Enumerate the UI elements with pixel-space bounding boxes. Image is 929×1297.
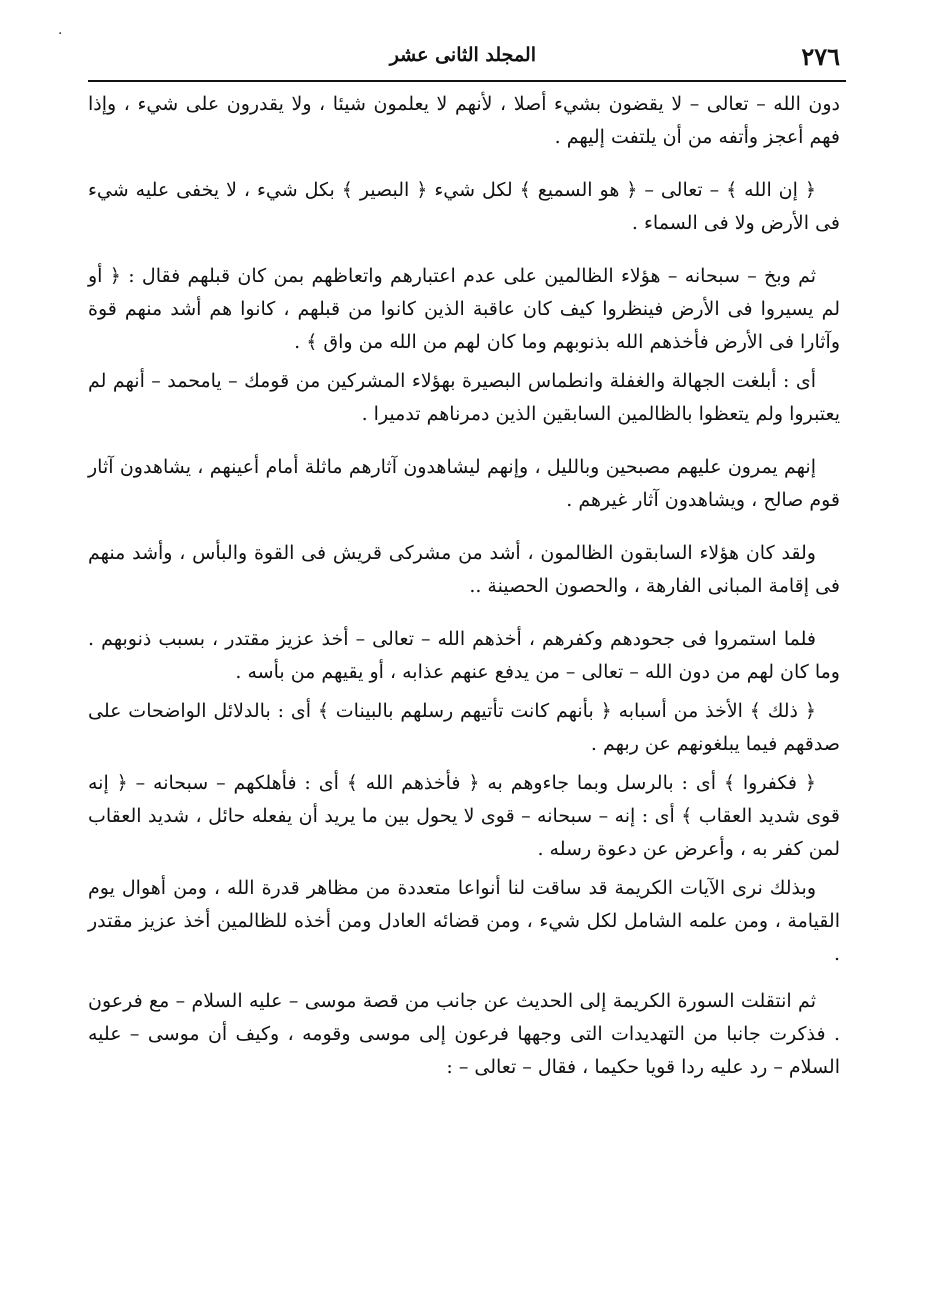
paragraph-5: إنهم يمرون عليهم مصبحين وبالليل ، وإنهم ليشاهدون آثارهم ماثلة أمام أعينهم ، يشاهدون آثار قوم صالح ، ويشاهدون آثار غيرهم . (88, 456, 840, 511)
header-divider (88, 80, 846, 82)
paragraph-7: فلما استمروا فى جحودهم وكفرهم ، أخذهم الله – تعالى – أخذ عزيز مقتدر ، بسبب ذنوبهم . وما كان لهم من دون الله – تعالى – من يدفع عنهم عذابه ، أو يقيهم من بأسه . (88, 628, 840, 683)
paragraph-9: ﴿ فكفروا ﴾ أى : بالرسل وبما جاءوهم به ﴿ فأخذهم الله ﴾ أى : فأهلكهم – سبحانه – ﴿ إنه قوى شديد العقاب ﴾ أى : إنه – سبحانه – قوى لا يحول بين ما يريد أن يفعله حائل ، شديد العقاب لمن كفر به ، وأعرض عن دعوة رسله . (88, 772, 840, 860)
stray-mark: · (58, 26, 63, 42)
page-body (88, 88, 840, 1084)
page-header (88, 36, 846, 80)
paragraph-4: أى : أبلغت الجهالة والغفلة وانطماس البصيرة بهؤلاء المشركين من قومك – يامحمد – أنهم لم يعتبروا ولم يتعظوا بالظالمين السابقين الذين دمرناهم تدميرا . (88, 370, 840, 425)
paragraph-11: ثم انتقلت السورة الكريمة إلى الحديث عن جانب من قصة موسى – عليه السلام – مع فرعون . فذكرت جانبا من التهديدات التى وجهها فرعون إلى موسى وقومه ، وكيف أن موسى – عليه السلام – رد عليه ردا قويا حكيما ، فقال – تعالى – : (88, 990, 840, 1078)
paragraph-1: دون الله – تعالى – لا يقضون بشيء أصلا ، لأنهم لا يعلمون شيئا ، ولا يقدرون على شيء ، وإذا فهم أعجز وأتفه من أن يلتفت إليهم . (88, 93, 840, 148)
paragraph-2: ﴿ إن الله ﴾ – تعالى – ﴿ هو السميع ﴾ لكل شيء ﴿ البصير ﴾ بكل شيء ، لا يخفى عليه شيء فى الأرض ولا فى السماء . (88, 179, 840, 234)
paragraph-8: ﴿ ذلك ﴾ الأخذ من أسبابه ﴿ بأنهم كانت تأتيهم رسلهم بالبينات ﴾ أى : بالدلائل الواضحات على صدقهم فيما يبلغونهم عن ربهم . (88, 700, 840, 755)
paragraph-10: وبذلك نرى الآيات الكريمة قد ساقت لنا أنواعا متعددة من مظاهر قدرة الله ، ومن أهوال يوم القيامة ، ومن علمه الشامل لكل شيء ، ومن قضائه العادل ومن أخذه للظالمين أخذ عزيز مقتدر . (88, 877, 840, 965)
paragraph-6: ولقد كان هؤلاء السابقون الظالمون ، أشد من مشركى قريش فى القوة والبأس ، وأشد منهم فى إقامة المبانى الفارهة ، والحصون الحصينة .. (88, 542, 840, 597)
page-number: ٢٧٦ (801, 42, 840, 71)
paragraph-3: ثم وبخ – سبحانه – هؤلاء الظالمين على عدم اعتبارهم واتعاظهم بمن كان قبلهم فقال : ﴿ أو لم يسيروا فى الأرض فينظروا كيف كان عاقبة الذين كانوا من قبلهم ، كانوا هم أشد منهم قوة وآثارا فى الأرض فأخذهم الله بذنوبهم وما كان لهم من الله من واق ﴾ . (88, 265, 840, 353)
running-title: المجلد الثانى عشر (389, 44, 536, 66)
